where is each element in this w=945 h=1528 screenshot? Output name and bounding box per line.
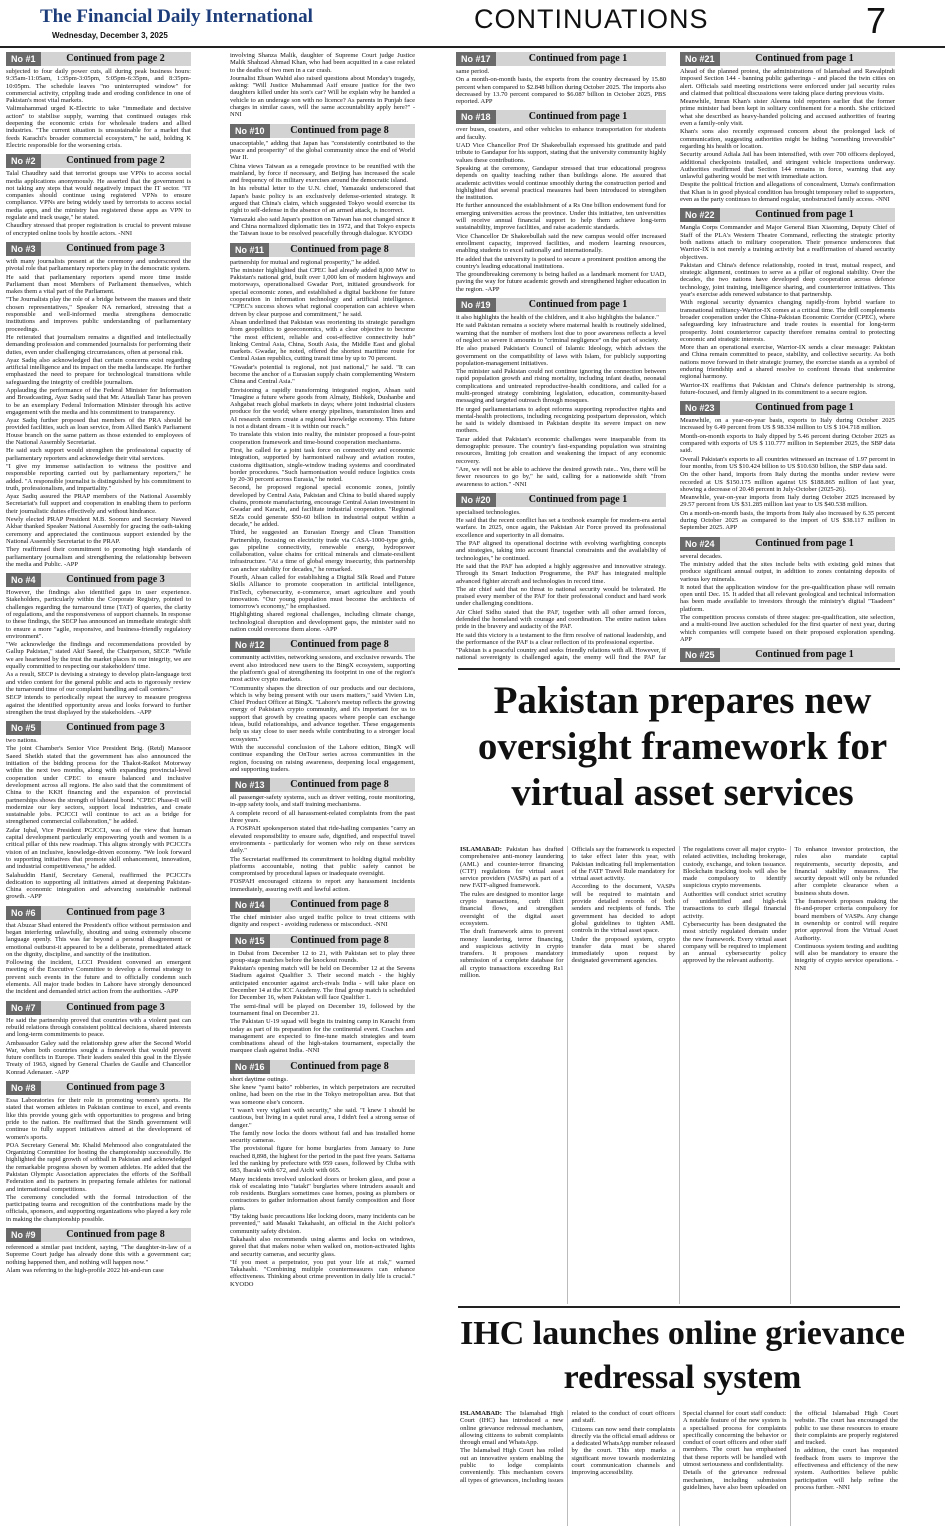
story-body	[680, 553, 895, 644]
article-paragraph	[460, 846, 564, 890]
story-header	[6, 52, 191, 66]
story-number: No #19	[456, 298, 496, 312]
continued-from-label: Continued from page 3	[66, 1082, 165, 1094]
story-paragraph: The minister said Pakistan could not continue ignoring the connection between rapid population growth and rising mortality, including infant deaths, neonatal complications and untreated reproductive-health conditions, and called for a multi-pronged strategy combining legislation, education, community-based messaging and targeted outreach through mosques.	[456, 368, 666, 405]
continued-from-label: Continued from page 1	[528, 111, 628, 123]
story-body	[230, 140, 415, 238]
story-paragraph: Fourth, Ahsan called for establishing a Digital Silk Road and Future Skills Alliance to promote cooperation in artificial intelligence, FinTech, cybersecurity, e-commerce, smart agriculture and youth innovation. "Our young population must become the architects of tomorrow's economy," he emphasised.	[230, 574, 415, 611]
story-paragraph: Vice Chancellor Dr Shakeebullah said the new campus would offer increased enrollment capacity, improved facilities, and modern learning resources, enabling students to excel nationally and internationally.	[456, 232, 666, 255]
story-paragraph: Envisioning a rapidly transforming integrated region, Ahsan said "Imagine a future where goods from Almaty, Bishkek, Dushanbe and Ashgabat reach global markets in days; where joint industrial clusters produce for the world; where energy pipelines, transmission lines and AI research centers create a regional knowledge economy. This future is not a distant dream - it is within our reach."	[230, 386, 415, 431]
story-paragraph: They reaffirmed their commitment to promoting high standards of parliamentary journalism and strengthening the relationship between the media and Public. -APP	[6, 546, 191, 568]
continuation-story	[456, 298, 666, 488]
continuation-story	[6, 1001, 191, 1076]
story-paragraph: Talal Chaudhry said that terrorist groups use VPNs to access social media applications anonymously. He asserted that the government is not taking any steps that would negatively impact the IT sector. "IT companies should continue using registered VPNs to ensure compliance. VPNs are being widely used by terrorists to access social media apps, and the ministry has registered these apps as VPN to regulate and track usage," he stated.	[6, 170, 191, 222]
continued-from-label: Continued from page 2	[66, 155, 165, 167]
story-paragraph: The provisional figure for home burglaries from January to June reached 8,898, the highest for the period in the past five years. Saitama led the ranking by prefecture with 959 cases, followed by Chiba with 683, Ibaraki with 672, and Aichi with 665.	[230, 1145, 415, 1175]
continued-from-label: Continued from page 8	[290, 639, 389, 651]
article-paragraph: The framework proposes making the fit-and-proper criteria compulsory for board members of VASPs. Any change in ownership or control will require prior approval from the Virtual Asset Authority.	[794, 898, 898, 942]
story-paragraph: A complete record of all harassment-related complaints from the past three years.	[230, 809, 415, 825]
story-paragraph: "We acknowledge the findings and recommendations provided by Gallup Pakistan," stated Akif Saeed, the Chairperson, SECP. "While we are heartened by the trust the market places in our integrity, we are equally committed to respecting our stakeholders' time.	[6, 641, 191, 671]
story-paragraph: Pakistan's opening match will be held on December 12 at the Sevens Stadium against Qualifier 3. Their second match - the highly anticipated encounter against arch-rivals India - will take place on December 14 at the ICC Academy. The final group match is scheduled for December 16, when Pakistan will face Qualifier 1.	[230, 965, 415, 1002]
story-paragraph: Month-on-month exports to Italy dipped by 5.46 percent during October 2025 as compared with exports of US $ 110.777 million in September 2025, the SBP data said.	[680, 432, 895, 455]
story-paragraph: He said such support would strengthen the professional capacity of parliamentary reporters and acknowledge their vital services.	[6, 447, 191, 462]
continuation-story	[680, 208, 895, 396]
article-body-virtual-assets	[460, 846, 898, 1304]
column-3	[456, 52, 666, 662]
story-paragraph: Ambassador Galey said the relationship grew after the Second World War, when both countries sought a framework that would prevent future conflicts in Europe. Their leaders sealed this goal in the Elysée Treaty of 1963, signed by General Charles de Gaulle and Chancellor Konrad Adenauer. -APP	[6, 1039, 191, 1076]
story-header	[230, 638, 415, 652]
article-paragraph: The regulations cover all major crypto-related activities, including brokerage, custody, exchange, and token issuance. Blockchain tracking tools will also be made compulsory to identify suspicious crypto movements.	[683, 846, 787, 890]
story-header	[230, 1060, 415, 1074]
story-paragraph: Yamazaki also said Japan's position on Taiwan has not changed since it and China normalized diplomatic ties in 1972, and that Tokyo expects the Taiwan issue to be resolved peacefully through dialogue. KYODO	[230, 215, 415, 238]
section-title: CONTINUATIONS	[474, 4, 709, 34]
story-paragraph: Many incidents involved unlocked doors or broken glass, and pose a risk of escalating into "tataki" burglaries where intruders assault and rob residents. Burglars sometimes case homes, posing as plumbers or contractors to gather information about family composition and floor plans.	[230, 1175, 415, 1212]
story-paragraph: Following the incident, LCCI President convened an emergent meeting of the Executive Committee to develop a formal strategy to prevent such events in the future and to officially condemn such elements. All major trade bodies in Lahore have strongly denounced the incident and demanded strict action from the authorities. -APP	[6, 959, 191, 996]
continued-from-label: Continued from page 1	[528, 493, 628, 505]
story-paragraph: involving Shanza Malik, daughter of Supreme Court judge Justice Malik Shahzad Ahmad Khan, who had been acquitted in a case related to the deaths of two men in a car crash.	[230, 52, 415, 74]
continued-from-label: Continued from page 1	[755, 53, 854, 64]
continuation-story	[456, 110, 666, 293]
article-body-ihc-grievance	[460, 1410, 898, 1526]
story-paragraph: He reiterated that journalism remains a dignified and intellectually demanding profession and commended journalists for performing their duties, even under challenging circumstances, often at personal risk.	[6, 333, 191, 356]
story-body	[680, 224, 895, 396]
story-number: No #23	[680, 401, 720, 415]
article-paragraph: Cybersecurity has been designated the most strictly regulated domain under the new framework. Every virtual asset company will be required to implement an annual cybersecurity policy approved by the relevant authority.	[683, 920, 787, 965]
story-paragraph: With regional security dynamics changing rapidly-from hybrid warfare to transnational militancy-Warrior-IX comes at a critical time. The drill complements broader cooperation under the China-Pakistan Economic Corridor (CPEC), where safeguarding key infrastructure and trade routes is essential for long-term prosperity. Joint counterterror capacity therefore remains central to protecting economic and strategic interests.	[680, 299, 895, 343]
column-4	[680, 52, 895, 662]
story-paragraph: Essa Laboratories for their role in promoting women's sports. He stated that women athletes in Pakistan continue to excel, and events like this provide young girls with opportunities to progress and bring pride to the nation. He reaffirmed that the Sindh government will continue to fully support initiatives aimed at the development of women's sports.	[6, 1097, 191, 1141]
story-paragraph: The ministry added that the sites include belts with existing gold mines that produce significant annual output, in addition to zones containing deposits of various key minerals.	[680, 560, 895, 583]
story-paragraph: Khan's sons also recently expressed concern about the prolonged lack of communication, suggesting authorities might be hiding "something irreversible" regarding his health or location.	[680, 128, 895, 150]
article-dateline: ISLAMABAD:	[460, 846, 502, 853]
story-paragraph: Mangla Corps Commander and Major General Bian Xiaoming, Deputy Chief of Staff of the PLA's Western Theatre Command, reflecting the strategic priority both nations attach to military cooperation. Their presence underscores that Warrior-IX is not merely a training activity but a reaffirmation of shared security objectives.	[680, 224, 895, 261]
article-text: The Islamabad High Court (IHC) has introduced a new online grievance redressal mechanism, allowing citizens to submit complaints through email and WhatsApp.	[460, 1410, 564, 1447]
story-paragraph: He said this victory is a testament to the firm resolve of national leadership, and the performance of the PAF is a clear reflection of its professional expertise.	[456, 631, 666, 646]
article-paragraph: The Islamabad High Court has rolled out an innovative system enabling the public to lodge complaints conveniently. This mechanism covers all types of grievances, including issues related to the conduct of court officers and staff.	[460, 1410, 675, 1484]
story-body	[230, 794, 415, 893]
story-paragraph: The groundbreaking ceremony is being hailed as a landmark moment for UAD, paving the way for future academic growth and strengthened higher education in the region. -APP	[456, 271, 666, 293]
article-dateline: ISLAMABAD:	[460, 1410, 502, 1417]
continued-from-label: Continued from page 1	[755, 402, 854, 414]
story-paragraph: He urged parliamentarians to adopt reforms supporting reproductive rights and mental-health protections, including recognizing postpartum depression, which he said is widely dismissed in Pakistan despite its severe impact on new mothers.	[456, 405, 666, 435]
story-paragraph: referenced a similar past incident, saying, "The daughter-in-law of a Supreme Court judge has already done this with a government car; nothing happened then, and nothing will happen now."	[6, 1244, 191, 1266]
story-header	[6, 721, 191, 735]
continued-from-label: Continued from page 3	[66, 906, 165, 918]
story-header	[6, 1001, 191, 1015]
story-paragraph: In his rebuttal letter to the U.N. chief, Yamazaki underscored that Japan's basic policy is an exclusively defense-oriented strategy. It argued that China's claim, which suggested Tokyo would exercise its right to self-defense in the absence of an armed attack, is incorrect.	[230, 185, 415, 215]
story-header	[680, 208, 895, 222]
story-paragraph: Takahashi also recommends using alarms and locks on windows, gravel that that makes noise when walked on, motion-activated lights and security cameras, and security glass.	[230, 1235, 415, 1258]
article-paragraph: According to the document, VASPs will be required to maintain and provide detailed records of both senders and recipients of funds. The government has decided to adopt global guidelines to tighten AML controls in the virtual asset space.	[571, 883, 675, 935]
continuation-story	[230, 243, 415, 634]
story-paragraph: Applauding the performance of the Federal Minister for Information and Broadcasting, Ayaz Sadiq said that Mr. Attaullah Tarar has proven to be an exemplary Federal Information Minister through his active engagement with the media and his commitment to transparency.	[6, 386, 191, 416]
story-paragraph: She knew "yami baito" robberies, in which perpetrators are recruited online, had been on the rise in the Tokyo metropolitan area. But that was someone else's concern.	[230, 1084, 415, 1106]
story-number: No #24	[680, 537, 720, 551]
story-number: No #20	[456, 493, 496, 507]
story-paragraph: Meanwhile, year-on-year imports from Italy during October 2025 increased by 29.57 percent from US $31.285 million last year to US $40.538 million.	[680, 494, 895, 509]
continuation-story	[230, 52, 415, 119]
story-header	[6, 573, 191, 587]
story-body	[230, 259, 415, 634]
story-paragraph: "By taking basic precautions like locking doors, many incidents can be prevented," said Masaki Takahashi, an official in the Aichi police's community safety division.	[230, 1213, 415, 1235]
story-number: No #16	[230, 1060, 270, 1074]
story-header	[6, 1081, 191, 1095]
story-number: No #3	[6, 242, 41, 256]
article-headline-virtual-assets: Pakistan prepares new oversight framework for virtual asset services	[477, 679, 888, 814]
story-paragraph: partnership for mutual and regional prosperity," he added.	[230, 258, 381, 266]
story-paragraph: "I wasn't very vigilant with security," she said. "I knew I should be cautious, but living in a quiet rural area, I didn't feel a strong sense of danger."	[230, 1106, 415, 1129]
story-paragraph: same period.	[456, 68, 490, 75]
story-number: No #25	[680, 648, 720, 662]
story-header	[456, 52, 666, 66]
continued-from-label: Continued from page 3	[66, 1001, 165, 1013]
story-paragraph: With the successful conclusion of the Lahore edition, BingX will continue expanding the OnTour series across communities in the region, focusing on raising awareness, deepening local engagement, and supporting traders.	[230, 743, 415, 773]
continued-from-label: Continued from page 3	[66, 574, 165, 586]
story-paragraph: it also highlights the health of the children, and it also highlights the balance."	[456, 314, 659, 322]
story-paragraph: On a month-on-month basis, the imports from Italy also increased by 6.35 percent during October 2025 as compared to the import of US $38.117 million in September 2025. APP	[680, 509, 895, 532]
story-paragraph: The joint Chamber's Senior Vice President Brig. (Retd) Mansoor Saeed Sheikh stated that the government has also announced the initiation of the bidding process for the Thakot-Raikot Motorway within the next two months, along with expanding provincial-level cooperation under CPEC to ensure balanced and inclusive development across all regions. He also said that the commitment of China to the KKH financing and the expansion of provincial partnerships shows the strength of bilateral bond. "CPEC Phase-II will modernize our key sectors, support local industries, and create sustainable jobs. PCJCCI will continue to act as a bridge for strengthened commercial collaboration," he added.	[6, 745, 191, 826]
continued-from-label: Continued from page 2	[66, 53, 165, 64]
continuation-story	[6, 573, 191, 716]
story-body	[456, 314, 666, 488]
story-paragraph: "If you meet a perpetrator, you put your life at risk," warned Takahashi. "Combining multiple countermeasures can enhance effectiveness. Thinking about crime prevention in daily life is crucial." KYODO	[230, 1258, 415, 1288]
story-body	[6, 170, 191, 237]
continued-from-label: Continued from page 3	[66, 722, 165, 734]
story-number: No #9	[6, 1228, 41, 1242]
story-number: No #12	[230, 638, 270, 652]
story-paragraph: The Pakistan U-19 squad will begin its training camp in Karachi from today as part of its preparation for the continental event. Coaches and management are expected to fine-tune match strategies and team combinations ahead of the high-stakes tournament, especially the marquee clash against India. -NNI	[230, 1018, 415, 1055]
story-paragraph: Third, he suggested an Eurasian Energy and Clean Transition Partnership, focusing on electricity trade via CASA-1000-type grids, gas pipeline connectivity, renewable energy, hydropower collaboration, value chains for critical minerals and climate-resilient infrastructure. "At a time of global energy insecurity, this partnership can anchor stability for decades," he remarked.	[230, 529, 415, 573]
story-paragraph: It noted that the application window for the pre-qualification phase will remain open until Dec. 15. It added that all relevant geological and technical information has been made available to investors through the ministry's digital "Taadeen" platform.	[680, 583, 895, 613]
story-paragraph: Pakistan and China's defence relationship, rooted in trust, mutual respect, and strategic alignment, continues to serve as a pillar of regional stability. Over the decades, the two nations have developed deep cooperation across defence technology, joint training, intelligence sharing, and counterterror initiatives. This year's exercise adds renewed substance to that partnership.	[680, 261, 895, 299]
story-paragraph: several decades.	[680, 552, 723, 560]
story-paragraph: two nations.	[6, 737, 38, 745]
story-paragraph: Meanwhile, on a year-on-year basis, exports to Italy during October 2025 increased by 6.49 percent from US $ 98.334 million to US $ 104.718 million.	[680, 417, 895, 432]
continued-from-label: Continued from page 8	[290, 243, 389, 255]
story-paragraph: Security around Adiala Jail has been intensified, with over 700 officers deployed, additional checkpoints installed, and stringent vehicle inspections underway. Authorities reaffirmed that Section 144 remains in force, warning that any unlawful gathering would be met with immediate action.	[680, 151, 895, 181]
story-number: No #21	[680, 52, 720, 66]
story-body	[6, 1097, 191, 1223]
story-header	[230, 124, 415, 138]
story-paragraph: As a result, SECP is devising a strategy to develop plain-language text and video content for the general public and acts to rigorously review the turnaround time of our complaint handling and call centers."	[6, 671, 191, 693]
story-body	[456, 509, 666, 662]
continuation-story	[230, 934, 415, 1055]
story-paragraph: On a month-on-month basis, the exports from the country decreased by 15.80 percent when compared to $2.848 billion during October 2025. The imports also decreased by 13.70 percent compared to $6.087 billion in October 2025, PBS reported. APP	[456, 76, 666, 106]
column-1	[6, 52, 191, 1526]
continued-from-label: Continued from page 3	[66, 242, 165, 254]
story-paragraph: subjected to four daily power cuts, all during peak business hours: 9:35am-11:05am, 1:35pm-3:05pm, 5:05pm-6:35pm, and 8:35pm-10:05pm. The schedule leaves "no uninterrupted window" for commercial activity, crippling trade and eroding confidence in one of Pakistan's most vital markets.	[6, 68, 191, 105]
story-body	[230, 914, 415, 929]
story-header	[6, 242, 191, 256]
story-body	[6, 922, 191, 996]
story-header	[230, 243, 415, 257]
story-number: No #1	[6, 52, 41, 66]
continuation-story	[6, 154, 191, 237]
story-body	[230, 1076, 415, 1288]
article-paragraph: The draft framework aims to prevent money laundering, terror financing, and suspicious activity in crypto transfers. It proposes mandatory submission of a complete database for all crypto transactions exceeding Rs1 million.	[460, 928, 564, 980]
article-paragraph: Continuous system testing and auditing will also be mandatory to ensure the integrity of crypto service operations. -NNI	[794, 942, 898, 972]
continuation-story	[456, 52, 666, 105]
continuation-story	[230, 778, 415, 893]
article-headline-ihc-grievance: IHC launches online grievance redressal system	[460, 1315, 905, 1396]
story-header	[680, 537, 895, 551]
story-paragraph: SECP intends to periodically repeat the survey to measure progress against the identified opportunity areas and looks forward to further strengthen the trust displayed by the stakeholders. -APP	[6, 694, 191, 716]
article-paragraph: In addition, the court has requested feedback from users to improve the effectiveness and efficiency of the new system. Authorities believe public participation will help refine the process further. -NNI	[794, 1447, 898, 1491]
story-number: No #10	[230, 124, 270, 138]
story-paragraph: Tarar added that Pakistan's economic challenges were inseparable from its demographic pressure. The country's fast-expanding population was straining resources, limiting job creation and weakening the impact of any economic recovery.	[456, 435, 666, 465]
story-body	[230, 52, 415, 119]
continued-from-label: Continued from page 1	[755, 209, 854, 221]
story-body	[680, 68, 895, 203]
story-number: No #22	[680, 208, 720, 222]
story-header	[230, 898, 415, 912]
story-paragraph: Zafar Iqbal, Vice President PCJCCI, was of the view that human capital development particularly empowering youth and women is a critical pillar of this new roadmap. This aligns strongly with PCJCCI's vision of an inclusive, knowledge-driven economy. "We look forward to supporting initiatives that promote skill enhancement, innovation, and industrial competitiveness," he added.	[6, 826, 191, 871]
story-paragraph: The chief minister also urged traffic police to treat citizens with dignity and respect - avoiding rudeness or misconduct. -NNI	[230, 913, 415, 929]
continuation-story	[230, 124, 415, 238]
page-number: 7	[866, 0, 887, 41]
story-paragraph: He also praised Pakistan's Council of Islamic Ideology, which advises the government on the compatibility of laws with Islam, for publicly supporting population-management initiatives.	[456, 345, 666, 367]
continuation-story	[680, 401, 895, 531]
continued-from-label: Continued from page 8	[290, 124, 389, 136]
continued-from-label: Continued from page 1	[755, 649, 854, 661]
story-paragraph: He said Pakistan remains a society where maternal health is routinely sidelined, warning that the number of mothers lost due to poor awareness reflects a level of neglect so severe it amounts to "criminal negligence" on the part of society.	[456, 322, 666, 344]
story-paragraph: Valimuhammad urged K-Electric to take "immediate and decisive action" to stabilise supply, warning that continued outages risk deepening the economic crisis for wholesale traders and allied industries. "The current situation is unsustainable for a market that feeds Karachi's broader commercial ecosystem," he said, holding K Electric responsible for the worsening crisis.	[6, 105, 191, 149]
story-paragraph: short daytime outings.	[230, 1075, 288, 1083]
story-header	[230, 934, 415, 948]
story-header	[6, 906, 191, 920]
story-body	[6, 589, 191, 716]
story-paragraph: To translate this vision into reality, the minister proposed a four-point cooperation framework and time-bound cooperation mechanisms.	[230, 431, 415, 446]
story-paragraph: "Community shapes the direction of our products and our decisions, which is why being present with our users matters," said Vivien Lin, Chief Product Officer at BingX. "Lahore's meetup reflects the growing energy of Pakistan's crypto community, and it's important for us to support that growth by creating spaces where people can exchange ideas, build relationships, and advance together. These engagements help us stay close to user needs while contributing to a stronger local ecosystem."	[230, 684, 415, 743]
continuation-story	[230, 1060, 415, 1288]
story-body	[6, 258, 191, 568]
headline-rule	[458, 1306, 900, 1308]
story-paragraph: over buses, coasters, and other vehicles to enhance transportation for students and faculty.	[456, 126, 666, 141]
story-paragraph: FOSPAH encouraged citizens to report any harassment incidents immediately, assuring swift and lawful action.	[230, 878, 415, 893]
story-body	[230, 654, 415, 773]
story-paragraph: Overall Pakistan's exports to all countries witnessed an increase of 1.97 percent in four months, from US $10.424 billion to US $10.630 billion, the SBP data said.	[680, 455, 895, 470]
story-body	[6, 68, 191, 149]
story-body	[6, 1244, 191, 1274]
story-paragraph: unacceptable," adding that Japan has "consistently contributed to the peace and prosperity" of the global community since the end of World War II.	[230, 139, 415, 162]
story-body	[6, 737, 191, 901]
story-paragraph: Ayaz Sadiq further proposed that members of the PRA should be provided facilities, such as loan service, from Allied Bank's Parliament House branch on the same pattern as those extended to employees of the National Assembly Secretariat.	[6, 417, 191, 447]
story-paragraph: The family now locks the doors without fail and has installed home security cameras.	[230, 1129, 415, 1145]
story-number: No #6	[6, 906, 41, 920]
continued-from-label: Continued from page 8	[66, 1229, 165, 1241]
story-paragraph: with many journalists present at the ceremony and underscored the pivotal role that parliamentary reporters play in the democratic system.	[6, 257, 191, 273]
article-text: Pakistan has drafted comprehensive anti-money laundering (AML) and counter-terror financing (CTF) regulations for virtual asset service providers (VASPs) as part of a new FATF-aligned framework.	[460, 846, 564, 890]
story-number: No #18	[456, 110, 496, 124]
story-header	[680, 648, 895, 662]
continued-from-label: Continued from page 8	[290, 898, 389, 910]
continuation-story	[680, 537, 895, 644]
story-paragraph: Ayaz Sadiq also acknowledged that certain concerns exist regarding artificial intelligence and its impact on the media landscape. He further emphasized the need to prepare for technological transitions while safeguarding the integrity of credible journalism.	[6, 356, 191, 386]
story-header	[680, 52, 895, 66]
article-paragraph: Officials say the framework is expected to take effect later this year, with Pakistan indicating full implementation of the FATF Travel Rule mandatory for virtual asset activity.	[571, 846, 675, 883]
continued-from-label: Continued from page 1	[528, 299, 628, 311]
story-paragraph: Ahead of the planned protest, the administrations of Islamabad and Rawalpindi imposed Section 144 - banning public gatherings - and placed the twin cities on alert. Officials said meeting restrictions were enforced under jail security rules and claimed that political discussions were taking place during previous visits.	[680, 68, 895, 97]
story-paragraph: Speaking at the ceremony, Gandapur stressed that true educational progress depends on quality teaching rather than buildings alone. He assured that academic activities would continue smoothly during the construction period and highlighted that several practical measures had been introduced to strengthen the institution.	[456, 164, 666, 202]
story-paragraph: Ahsan underlined that Pakistan was reorienting its strategic paradigm from geopolitics to geoeconomics, with a clear objective to become "the most efficient, reliable and cost-effective connectivity hub" linking Central Asia, China, South Asia, the Middle East and global markets. Gwadar, he noted, offered the shortest maritime route for Central Asian republics, cutting transit time by up to 70 percent.	[230, 318, 415, 363]
story-paragraph: Meanwhile, Imran Khan's sister Aleema told reporters earlier that the former prime minister had been kept in solitary confinement for a month. She criticized what she described as heavy-handed policing and accused authorities of fearing even a family-only visit.	[680, 98, 895, 128]
headline-rule	[458, 668, 900, 670]
story-paragraph: "Pakistan is a peaceful country and seeks friendly relations with all. However, if national sovereignty is challenged again, the enemy will find the PAF far	[456, 647, 666, 662]
story-paragraph: Air Chief Sidhu stated that the PAF, together with all other armed forces, defended the homeland with courage and coordination. The entire nation takes pride in the bravery and audacity of the PAF.	[456, 608, 666, 631]
story-header	[6, 1228, 191, 1242]
story-paragraph: He said the partnership proved that countries with a violent past can rebuild relations through consistent political decisions, shared interests and long-term commitments to peace.	[6, 1016, 191, 1039]
continued-from-label: Continued from page 1	[755, 537, 854, 549]
continuation-story	[680, 52, 895, 203]
story-paragraph: Newly elected PRAP President M.B. Soomro and Secretary Naveed Akbar thanked Speaker National Assembly for gracing the oath-taking ceremony and appreciated the continuous support extended by the National Assembly Secretariat to the PRAP.	[6, 516, 191, 545]
story-paragraph: "The Journalists play the role of a bridge between the masses and their chosen representatives," Speaker NA remarked, stressing that a responsible and well-informed media strengthens democratic institutions and improves public understanding of parliamentary proceedings.	[6, 296, 191, 333]
story-paragraph: Second, he proposed regional special economic zones, jointly developed by Central Asia, Pakistan and China to build shared supply chains, promote manufacturing, encourage Central Asian investment in Gwadar and Karachi, and facilitate industrial cooperation. "Regional SEZs could generate $50-60 billion in industrial output within a decade," he added.	[230, 484, 415, 528]
continuation-story	[6, 1228, 191, 1274]
story-paragraph: community activities, networking sessions, and exclusive rewards. The event also introduced new users to the BingX ecosystem, supporting the platform's goal of strengthening its footprint in one of the region's most active crypto markets.	[230, 654, 415, 684]
continuation-story	[680, 648, 895, 662]
story-paragraph: The competition process consists of three stages: pre-qualification, site selection, and a multi-round live auction scheduled for the first quarter of next year, during which companies will compete based on their proposed exploration spending. APP	[680, 614, 895, 643]
story-number: No #13	[230, 778, 270, 792]
story-paragraph: "I give my immense satisfaction to witness the positive and responsible reporting carried out by parliamentary reporters," he added. "A responsible journalist is distinguished by his commitment to truth, professionalism, and impartiality."	[6, 462, 191, 492]
story-body	[680, 417, 895, 531]
story-body	[456, 126, 666, 293]
story-paragraph: The ceremony concluded with the formal introduction of the participating teams and recognition of the contributions made by the officials, sponsors, and supporting organizations who played a key role in making the championship possible.	[6, 1193, 191, 1223]
story-paragraph: He said that the recent conflict has set a textbook example for modern-era aerial warfare. In 2025, once again, the Pakistan Air Force proved its professional excellence and superiority in all domains.	[456, 517, 666, 539]
story-paragraph: Despite the political friction and allegations of concealment, Uzma's confirmation that Khan is in good physical condition has brought temporary relief to supporters, even as the party continues to demand regular, unobstructed family access. -NNI	[680, 181, 895, 204]
continuation-story	[6, 906, 191, 996]
story-paragraph: in Dubai from December 12 to 21, with Pakistan set to play three group-stage matches before the knockout rounds.	[230, 949, 415, 964]
story-paragraph: Ayaz Sadiq assured the PRAP members of the National Assembly Secretariat's full support and cooperation in enabling them to perform their journalistic duties effectively and without hindrance.	[6, 493, 191, 515]
story-body	[456, 68, 666, 105]
story-paragraph: all passenger-safety systems, such as driver vetting, route monitoring, in-app safety tools, and staff training mechanisms.	[230, 794, 415, 809]
story-paragraph: "Are, we will not be able to achieve the desired growth rate... Yes, there will be fewer resources to go by," he said, calling for a nationwide shift "from awareness to action." -NNI	[456, 465, 666, 488]
story-number: No #5	[6, 721, 41, 735]
story-paragraph: A FOSPAH spokesperson stated that ride-hailing companies "carry an elevated responsibility to ensure safe, dignified, and respectful travel environments - particularly for women who rely on these services daily."	[230, 825, 415, 855]
story-header	[456, 493, 666, 507]
story-paragraph: Salahuddin Hanif, Secretary General, reaffirmed the PCJCCI's dedication to supporting all initiatives aimed at deepening Pakistan-China economic integration and advancing sustainable national growth. -APP	[6, 871, 191, 901]
story-paragraph: He said that the PAF has adopted a highly aggressive and innovative strategy. Through its Smart Induction Programme, the PAF has integrated multiple advanced fighter aircraft and technologies in record time.	[456, 562, 666, 585]
story-header	[6, 154, 191, 168]
story-paragraph: He said that parliamentary reporters spend more time inside Parliament than most Members of Parliament themselves, which makes them a vital part of the Parliament.	[6, 273, 191, 296]
story-paragraph: Highlighting shared regional challenges, including climate change, technological disruption and development gaps, the minister said no nation could overcome them alone. -APP	[230, 611, 415, 634]
story-paragraph: The air chief said that no threat to national security would be tolerated. He praised every member of the PAF for their professional conduct and hard work under challenging conditions.	[456, 585, 666, 608]
continuation-story	[230, 898, 415, 929]
continuation-story	[6, 721, 191, 901]
story-paragraph: First, he called for a joint task force on connectivity and economic integration, supported by harmonised railway and aviation routes, customs digitisation, single-window trading systems and coordinated border procedures. "Such harmonisation would reduce logistics costs by 20-30 percent across Eurasia," he noted.	[230, 446, 415, 484]
story-paragraph: UAD Vice Chancellor Prof Dr Shakeebullah expressed his gratitude and paid tribute to Gandapur for his support, stating that the university community highly values these contributions.	[456, 142, 666, 164]
story-paragraph: that Abuzar Shad entered the President's office without permission and began interfering unlawfully, shouting and using extremely obscene language openly. This was far beyond a personal disagreement or emotional outburst-it appeared to be a deliberate, premeditated attack on the dignity, discipline, and sanctity of the institution.	[6, 921, 191, 958]
continuation-story	[456, 493, 666, 662]
story-number: No #2	[6, 154, 41, 168]
story-paragraph: On the other hand, imports from Italy during the months under review were recorded at US $150.175 million against US $188.865 million of last year, showing a decrease of 20.48 percent in July-October (2025-26).	[680, 471, 895, 493]
story-header	[230, 778, 415, 792]
story-header	[456, 298, 666, 312]
story-body	[230, 950, 415, 1055]
continuation-story	[6, 1081, 191, 1223]
continuation-story	[230, 638, 415, 773]
story-paragraph: specialised technologies.	[456, 508, 521, 516]
story-paragraph: However, the findings also identified gaps in user experience. Stakeholders, particularly within the Corporate Registry, pointed to challenges regarding the turnaround time (TAT) of queries, the clarity of regulations, and the responsiveness of support channels. In response to these findings, the SECP has announced an immediate strategic shift to ensure a more "agile, responsive, and business-friendly regulatory environment".	[6, 589, 191, 640]
continued-from-label: Continued from page 8	[290, 779, 389, 791]
article-paragraph: Special channel for court staff conduct: A notable feature of the new system is a specialised process for complaints specifically concerning the behavior or conduct of court officers and other staff members. The court has emphasised that these reports will be handled with utmost seriousness and confidentiality.	[683, 1410, 787, 1469]
story-paragraph: The Secretariat reaffirmed its commitment to holding digital mobility platforms accountable, noting that public safety cannot be compromised by procedural lapses or inadequate oversight.	[230, 855, 415, 878]
article-paragraph: Authorities will conduct strict scrutiny of unidentified and high-risk transactions to curb illegal financial activity.	[683, 890, 787, 920]
continued-from-label: Continued from page 8	[290, 1060, 389, 1072]
continuation-story	[6, 242, 191, 568]
article-paragraph: Details of the grievance redressal mechanism, including submission guidelines, have also been uploaded on the official Islamabad High Court website. The court has encouraged the public to use these resources to ensure their complaints are properly registered and tracked.	[683, 1410, 898, 1491]
story-paragraph: POA Secretary General Mr. Khalid Mehmood also congratulated the Organizing Committee for hosting the championship successfully. He highlighted the rapid growth of softball in Pakistan and acknowledged the remarkable progress shown by women athletes. He added that the Pakistan Olympic Association appreciates the efforts of the Softball Federation and its partners in preparing female athletes for national and international competitions.	[6, 1141, 191, 1193]
story-paragraph: Alam was referring to the high-profile 2022 hit-and-run case	[6, 1266, 164, 1274]
story-paragraph: The minister highlighted that CPEC had already added 8,000 MW to Pakistan's national grid, built over 1,000 km of modern highways and motorways, operationalised Gwadar Port, initiated groundwork for special economic zones, and established a digital backbone for future cooperation in information technology and artificial intelligence. "CPEC's success shows what regional cooperation can achieve when driven by clear purpose and commitment," he said.	[230, 266, 415, 318]
story-number: No #7	[6, 1001, 41, 1015]
continuation-story	[6, 52, 191, 149]
article-paragraph: Under the proposed system, crypto transfer data must be shared immediately upon request by designated government agencies.	[571, 935, 675, 965]
issue-date: Wednesday, December 3, 2025	[52, 31, 168, 40]
story-number: No #4	[6, 573, 41, 587]
story-paragraph: The semi-final will be played on December 19, followed by the tournament final on December 21.	[230, 1002, 415, 1017]
story-number: No #15	[230, 934, 270, 948]
article-paragraph: Citizens can now send their complaints directly via the official email address or a dedicated WhatsApp number released by the court. This step marks a significant move towards modernizing court communication channels and improving accessibility.	[571, 1425, 675, 1477]
story-paragraph: China views Taiwan as a renegade province to be reunified with the mainland, by force if necessary, and Beijing has increased the scale and frequency of its military exercises around the democratic island.	[230, 162, 415, 185]
continued-from-label: Continued from page 1	[528, 53, 628, 64]
story-paragraph: "Gwadar's potential is regional, not just national," he said. "It can become the anchor of a Eurasian supply chain complementing Western China and Central Asia."	[230, 363, 415, 386]
story-paragraph: The PAF aligned its operational doctrine with evolving warfighting concepts and strategies, taking into account financial constraints and the availability of technologies," he continued.	[456, 540, 666, 562]
newspaper-brand: The Financial Daily International	[40, 6, 313, 27]
story-number: No #17	[456, 52, 496, 66]
article-paragraph: To enhance investor protection, the rules also mandate capital requirements, security deposits, and financial stability measures. The security deposit will only be refunded after complete clearance when a business shuts down.	[794, 846, 898, 897]
story-number: No #8	[6, 1081, 41, 1095]
story-number: No #11	[230, 243, 269, 257]
article-paragraph	[460, 1410, 564, 1446]
story-header	[456, 110, 666, 124]
story-paragraph: He further announced the establishment of a Rs One billion endowment fund for emerging universities across the province. Under this initiative, ten universities will receive annual financial support to help them achieve long-term sustainability, improve facilities, and raise academic standards.	[456, 202, 666, 232]
column-2	[230, 52, 415, 1526]
article-paragraph: The rules are designed to monitor large crypto transactions, curb illicit financial flows, and strengthen oversight of the digital asset ecosystem.	[460, 890, 564, 927]
story-paragraph: More than an operational exercise, Warrior-IX sends a clear message: Pakistan and China remain committed to peace, stability, and collective security. As both nations move forward in their strategic journey, the exercise stands as a symbol of enduring friendship and a shared resolve to confront threats that undermine regional harmony.	[680, 344, 895, 381]
story-paragraph: Chaudhry stressed that proper registration is crucial to prevent misuse of encrypted online tools by hostile actors. -NNI	[6, 222, 191, 237]
story-header	[680, 401, 895, 415]
story-paragraph: He added that the university is poised to secure a prominent position among the country's leading educational institutions.	[456, 255, 666, 270]
continued-from-label: Continued from page 8	[290, 934, 389, 946]
story-body	[6, 1017, 191, 1076]
story-paragraph: Warrior-IX reaffirms that Pakistan and China's defence partnership is strong, future-focused, and firmly aligned in its commitment to a secure region.	[680, 381, 895, 396]
masthead	[0, 0, 945, 48]
story-paragraph: Journalist Ehsan Wahid also raised questions about Monday's tragedy, asking: "Will Justice Muhammad Asif ensure justice for the two daughters killed under his son's car? Will he explain why he handed a vehicle to an underage son with no licence? As parents in Punjab face charges in similar cases, will the same accountability apply here?" -NNI	[230, 74, 415, 119]
story-number: No #14	[230, 898, 270, 912]
